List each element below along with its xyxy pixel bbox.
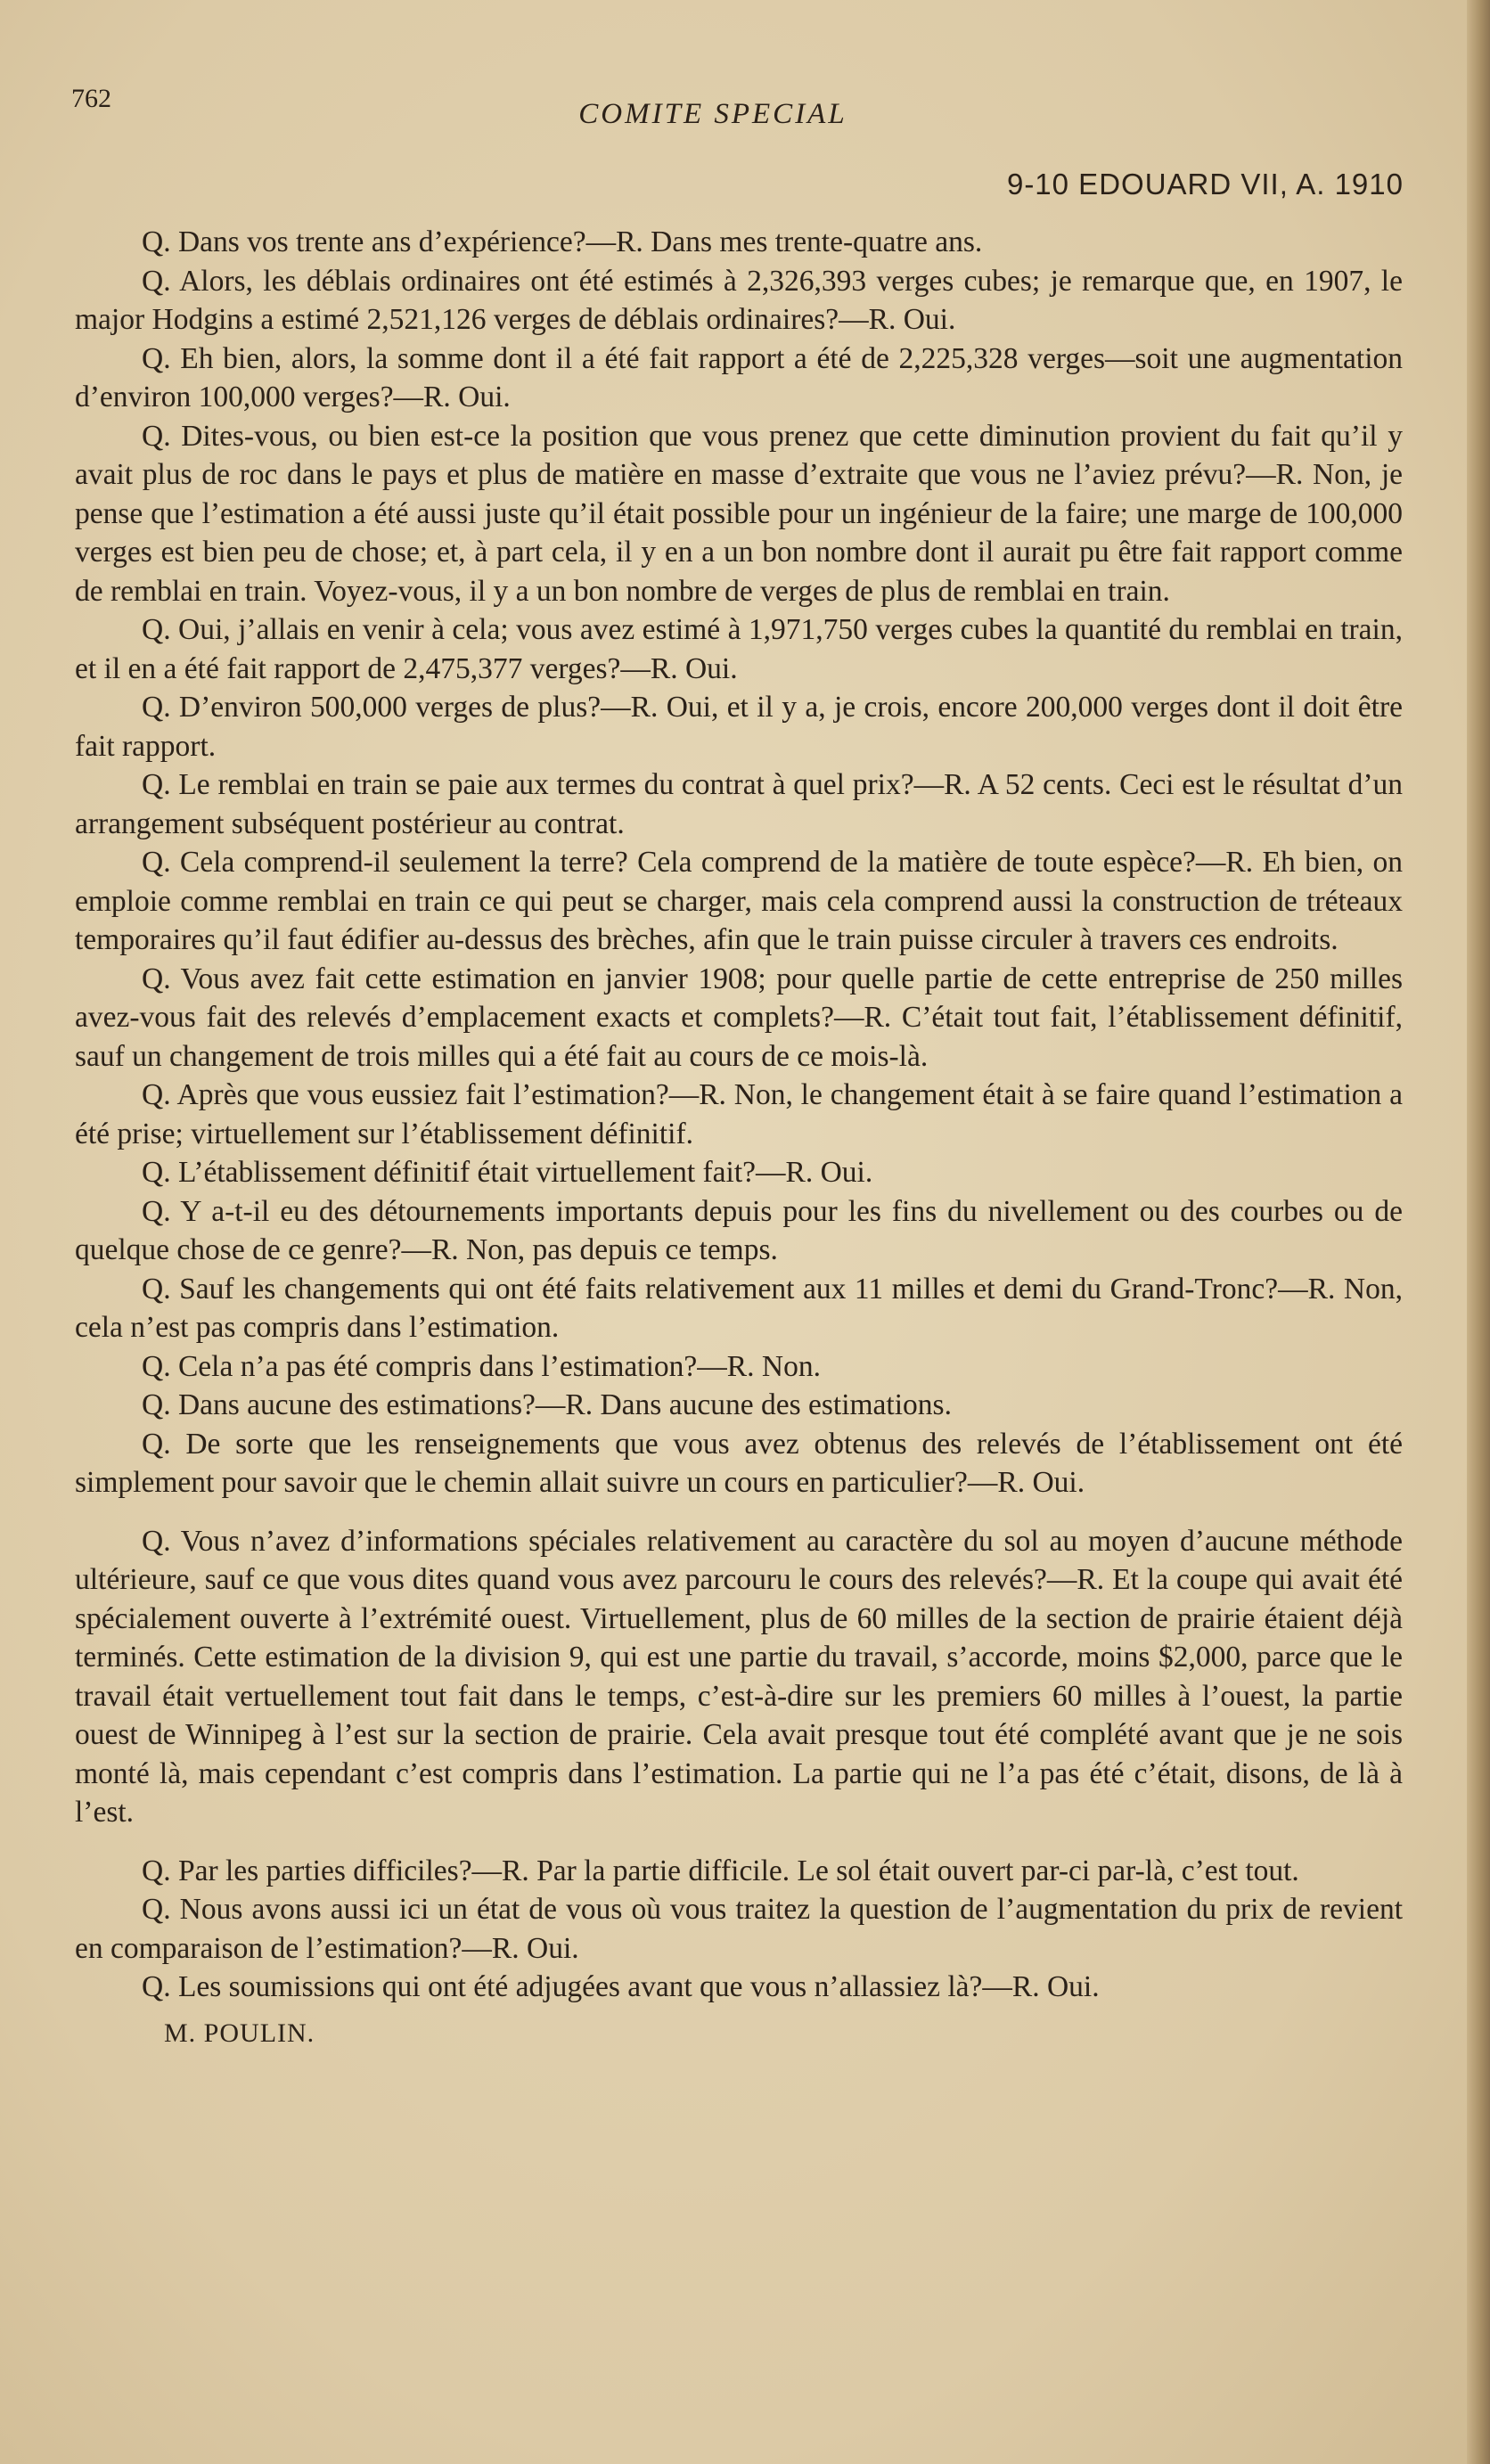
paragraph: Q. Les soumissions qui ont été adjugées avant que vous n’allassiez là?—R. Oui. [142, 1970, 1100, 2003]
paragraph: Q. Par les parties difficiles?—R. Par la partie difficile. Le sol était ouvert par-ci par-là, c’est tout. [142, 1854, 1299, 1887]
paragraph: Q. Sauf les changements qui ont été faits relativement aux 11 milles et demi du Grand-Tronc?—R. Non, cela n’est pas compris dans l’estimation. [75, 1272, 1403, 1344]
page-number: 762 [71, 84, 111, 113]
paragraph: Q. D’environ 500,000 verges de plus?—R. Oui, et il y a, je crois, encore 200,000 verges dont il doit être fait rapport. [75, 691, 1403, 763]
paragraph: Q. Y a-t-il eu des détournements importants depuis pour les fins du nivellement ou des courbes ou de quelque chose de ce genre?—R. Non, pas depuis ce temps. [75, 1194, 1403, 1266]
paragraph: Q. De sorte que les renseignements que vous avez obtenus des relevés de l’établissement ont été simplement pour savoir que le chemin allait suivre un cours en particulier?—R. Oui. [75, 1427, 1403, 1499]
book-spine-edge [1467, 0, 1490, 2464]
paragraph: Q. Vous n’avez d’informations spéciales relativement au caractère du sol au moyen d’aucune méthode ultérieure, sauf ce que vous dites quand vous avez parcouru le cours des relevés?—R. Et la coupe qui avait été spécialement ouverte à l’extrémité ouest. Virtuellement, plus de 60 milles de la section de prairie étaient déjà terminés. Cette estimation de la division 9, qui est une partie du travail, s’accorde, moins $2,000, parce que le travail était vertuellement tout fait dans le temps, c’est-à-dire sur les premiers 60 milles à l’ouest, la partie ouest de Winnipeg à l’est sur la section de prairie. Cela avait presque tout été complété avant que je ne sois monté là, mais cependant c’est compris dans l’estimation. La partie qui ne l’a pas été c’était, disons, de là à l’est. [75, 1524, 1403, 1829]
paragraph: Q. Eh bien, alors, la somme dont il a été fait rapport a été de 2,225,328 verges—soit une augmentation d’environ 100,000 verges?—R. Oui. [75, 341, 1403, 413]
paragraph: Q. Alors, les déblais ordinaires ont été estimés à 2,326,393 verges cubes; je remarque que, en 1907, le major Hodgins a estimé 2,521,126 verges de déblais ordinaires?—R. Oui. [75, 264, 1403, 336]
paragraph: Q. Cela n’a pas été compris dans l’estimation?—R. Non. [142, 1349, 821, 1383]
regnal-year: 9-10 EDOUARD VII, A. 1910 [1006, 168, 1404, 201]
transcript-body [75, 223, 1403, 2052]
paragraph: Q. L’établissement définitif était virtuellement fait?—R. Oui. [142, 1156, 873, 1189]
running-title: COMITE SPECIAL [578, 98, 847, 130]
paragraph: Q. Nous avons aussi ici un état de vous où vous traitez la question de l’augmentation du prix de revient en comparaison de l’estimation?—R. Oui. [75, 1893, 1403, 1965]
paragraph: Q. Cela comprend-il seulement la terre? Cela comprend de la matière de toute espèce?—R. Eh bien, on emploie comme remblai en train ce qui peut se charger, mais cela comprend aussi la construction de tréteaux temporaires qu’il faut édifier au-dessus des brèches, afin que le train puisse circuler à travers ces endroits. [75, 846, 1403, 956]
paragraph: Q. Vous avez fait cette estimation en janvier 1908; pour quelle partie de cette entreprise de 250 milles avez-vous fait des relevés d’emplacement exacts et complets?—R. C’était tout fait, l’établissement définitif, sauf un changement de trois milles qui a été fait au cours de ce mois-là. [75, 962, 1403, 1073]
paragraph: Q. Dans aucune des estimations?—R. Dans aucune des estimations. [142, 1388, 952, 1421]
paragraph: Q. Le remblai en train se paie aux termes du contrat à quel prix?—R. A 52 cents. Ceci est le résultat d’un arrangement subséquent postérieur au contrat. [75, 768, 1403, 840]
paragraph: Q. Après que vous eussiez fait l’estimation?—R. Non, le changement était à se faire quand l’estimation a été prise; virtuellement sur l’établissement définitif. [75, 1078, 1403, 1150]
paragraph: Q. Oui, j’allais en venir à cela; vous avez estimé à 1,971,750 verges cubes la quantité du remblai en train, et il en a été fait rapport de 2,475,377 verges?—R. Oui. [75, 613, 1403, 685]
paragraph: Q. Dans vos trente ans d’expérience?—R. Dans mes trente-quatre ans. [142, 225, 983, 258]
speaker-signature: M. POULIN. [164, 2018, 315, 2048]
paragraph: Q. Dites-vous, ou bien est-ce la position que vous prenez que cette diminution provient du fait qu’il y avait plus de roc dans le pays et plus de matière en masse d’extraite que vous ne l’aviez prévu?—R. Non, je pense que l’estimation a été aussi juste qu’il était possible pour un ingénieur de la faire; une marge de 100,000 verges est bien peu de chose; et, à part cela, il y en a un bon nombre dont il aurait pu être fait rapport comme de remblai en train. Voyez-vous, il y a un bon nombre de verges de plus de remblai en train. [75, 419, 1403, 608]
